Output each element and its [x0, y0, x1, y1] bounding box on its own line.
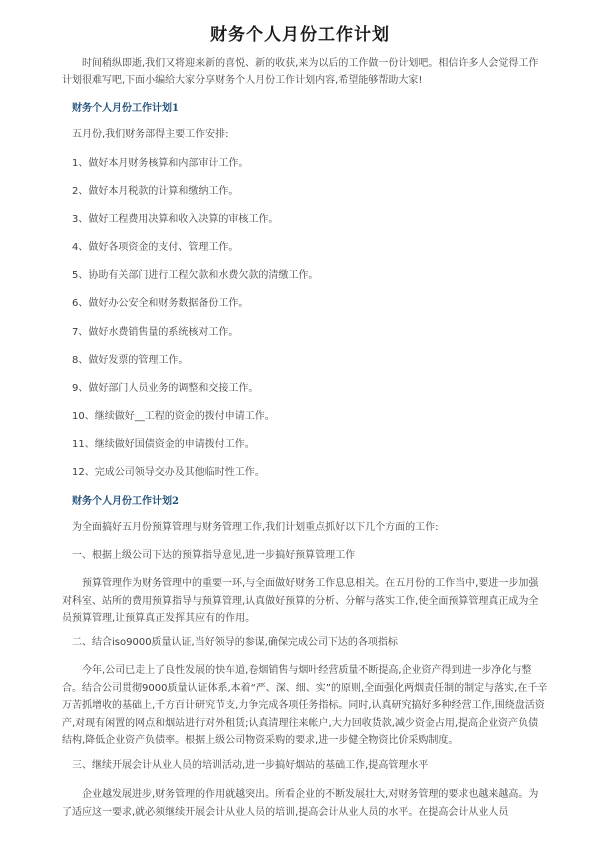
- list-item: 7、做好水费销售量的系统核对工作。: [72, 327, 239, 338]
- list-item: 5、协助有关部门进行工程欠款和水费欠款的清缴工作。: [72, 270, 319, 281]
- subheading-2: 二、结合iso9000质量认证,当好领导的参谋,确保完成公司下达的各项指标: [72, 637, 398, 648]
- list-item: 10、继续做好__工程的资金的拨付申请工作。: [72, 411, 275, 422]
- paragraph-2: 今年,公司已走上了良性发展的快车道,卷烟销售与烟叶经营质量不断提高,企业资产得到进一步净化与整合。结合公司贯彻9000质量认证体系,本着“严、深、细、实”的原则,全面强化两烟责任制的制定与落实,在千辛万苦抓增收的基础上,千方百计研究节支,力争完成各项任务指标。同时,认真研究搞好多种经营工作,围绕盘活资产,对现有闲置的网点和烟站进行对外租赁;认真清理往来帐户,大力回收货款,减少资金占用,提高企业资产负债结构,降低企业资产负债率。根据上级公司物资采购的要求,进一步健全物资比价采购制度。: [62, 665, 548, 746]
- list-item: 2、做好本月税款的计算和缴纳工作。: [72, 186, 239, 197]
- document-title: 财务个人月份工作计划: [210, 25, 390, 45]
- list-item: 9、做好部门人员业务的调整和交接工作。: [72, 383, 259, 394]
- section-heading-plan-2: 财务个人月份工作计划2: [72, 496, 179, 507]
- intro-paragraph: 时间稍纵即逝,我们又将迎来新的喜悦、新的收获,来为以后的工作做一份计划吧。相信许多人会觉得工作计划很难写吧,下面小编给大家分享财务个人月份工作计划内容,希望能够帮助大家!: [62, 58, 539, 86]
- paragraph-1: 预算管理作为财务管理中的重要一环,与全面做好财务工作息息相关。在五月份的工作当中,要进一步加强对科室、站所的费用预算指导与预算管理,认真做好预算的分析、分解与落实工作,使全面预算管理真正成为全员预算管理,让预算真正发挥其应有的作用。: [62, 578, 539, 624]
- subheading-1: 一、根据上级公司下达的预算指导意见,进一步搞好预算管理工作: [72, 550, 356, 561]
- list-item: 1、做好本月财务核算和内部审计工作。: [72, 158, 249, 169]
- list-item: 6、做好办公安全和财务数据备份工作。: [72, 298, 249, 309]
- list-item: 3、做好工程费用决算和收入决算的审核工作。: [72, 214, 279, 225]
- section-heading-plan-1: 财务个人月份工作计划1: [72, 103, 179, 114]
- list-item: 8、做好发票的管理工作。: [72, 355, 189, 366]
- list-item: 4、做好各项资金的支付、管理工作。: [72, 242, 239, 253]
- paragraph-3: 企业越发展进步,财务管理的作用就越突出。所看企业的不断发展壮大,对财务管理的要求也越来越高。为了适应这一要求,就必须继续开展会计从业人员的培训,提高会计从业人员的水平。在提高会计从业人员: [62, 789, 539, 818]
- list-item: 11、继续做好国债资金的申请拨付工作。: [72, 439, 255, 450]
- plan-2-lead: 为全面搞好五月份预算管理与财务管理工作,我们计划重点抓好以下几个方面的工作:: [72, 522, 439, 533]
- plan-1-lead: 五月份,我们财务部得主要工作安排:: [72, 129, 229, 140]
- subheading-3: 三、继续开展会计从业人员的培训活动,进一步搞好烟站的基础工作,提高管理水平: [72, 760, 429, 771]
- list-item: 12、完成公司领导交办及其他临时性工作。: [72, 467, 265, 478]
